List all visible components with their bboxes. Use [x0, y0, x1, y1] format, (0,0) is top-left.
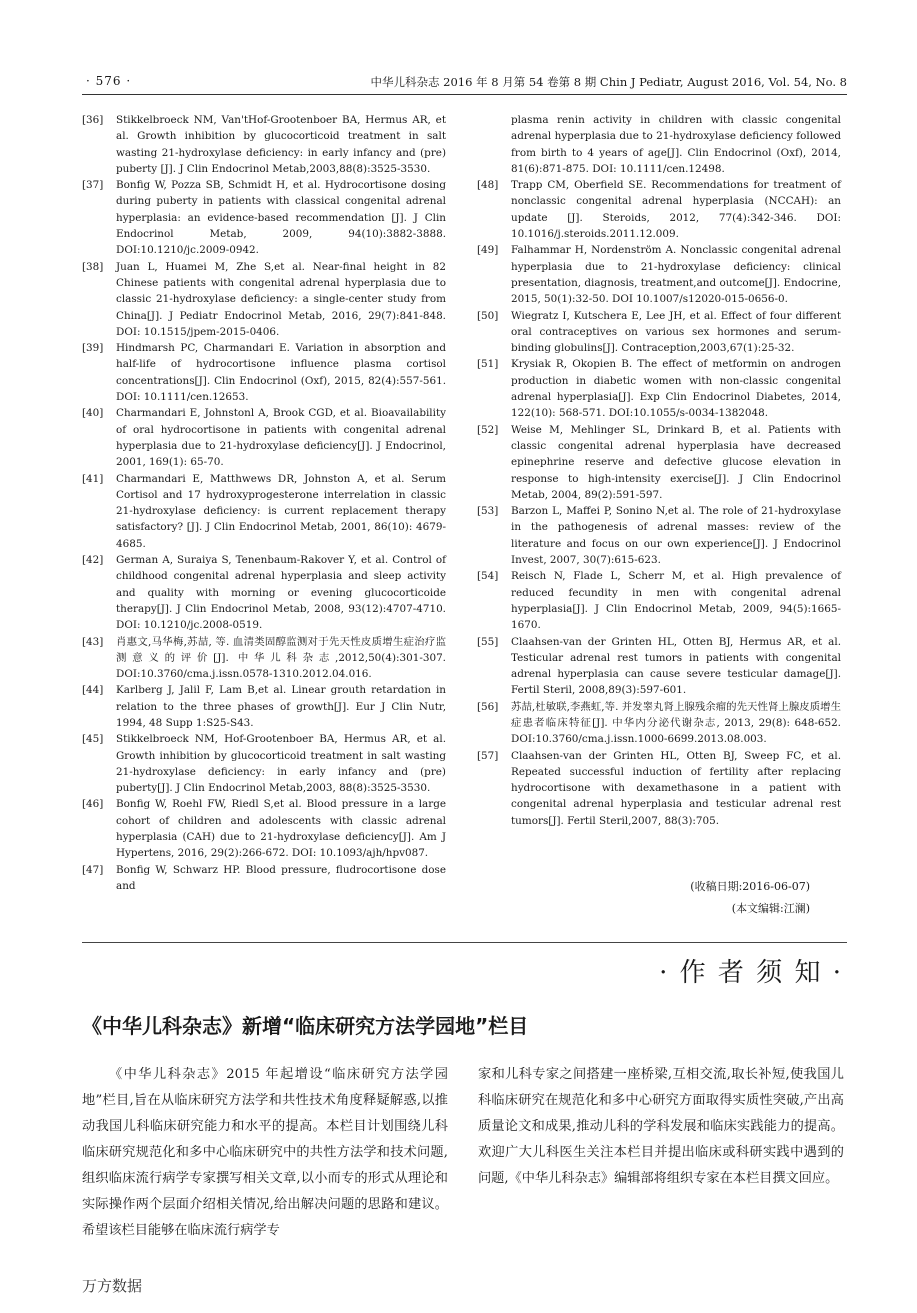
reference-text: Krysiak R, Okopien B. The effect of metformin on androgen production in diabetic women with non-classic congenital adrenal hyperplasia[J]. Exp Clin Endocrinol Diabetes, 2014, 122(10): 568-571. DOI:10.1055/s-0034-1382048.	[511, 358, 841, 420]
reference-item	[477, 112, 841, 177]
reference-number: [48]	[477, 179, 499, 192]
reference-text: Charmandari E, Johnstonl A, Brook CGD, et al. Bioavailability of oral hydrocortisone in patients with congenital adrenal hyperplasia due to 21-hydroxylase deficiency[J]. J Endocrinol, 2001, 169(1): 65-70.	[116, 407, 446, 469]
reference-number: [52]	[477, 423, 499, 436]
reference-number: [44]	[82, 684, 104, 697]
reference-number: [41]	[82, 472, 104, 485]
reference-text: Hindmarsh PC, Charmandari E. Variation in absorption and half-life of hydrocortisone influence plasma cortisol concentrations[J]. Clin Endocrinol (Oxf), 2015, 82(4):557-561. DOI: 10.1111/cen.12653.	[116, 342, 446, 404]
reference-number: [47]	[82, 863, 104, 876]
reference-number: [39]	[82, 342, 104, 355]
reference-number: [37]	[82, 179, 104, 192]
reference-text: Reisch N, Flade L, Scherr M, et al. High prevalence of reduced fecundity in men with congenital adrenal hyperplasia[J]. J Clin Endocrinol Metab, 2009, 94(5):1665-1670.	[511, 570, 841, 632]
reference-text: Falhammar H, Nordenström A. Nonclassic congenital adrenal hyperplasia due to 21-hydroxylase deficiency: clinical presentation, diagnosis, treatment,and outcome[J]. Endocrine, 2015, 50(1):32-50. DOI 10.1007/s12020-015-0656-0.	[511, 244, 841, 306]
reference-item	[477, 308, 841, 357]
reference-number: [42]	[82, 554, 104, 567]
section-divider	[82, 942, 847, 943]
reference-item	[82, 862, 446, 895]
editor-credit: (本文编辑:江澜)	[731, 902, 810, 915]
reference-item	[477, 503, 841, 568]
reference-number: [56]	[477, 700, 499, 713]
reference-number: [38]	[82, 260, 104, 273]
reference-text: 肖惠文,马华梅,苏喆, 等. 血清类固醇监测对于先天性皮质增生症治疗监测意义的评价[J]. 中华儿科杂志,2012,50(4):301-307. DOI:10.3760/cma.j.issn.0578-1310.2012.04.016.	[116, 635, 446, 681]
reference-number: [46]	[82, 798, 104, 811]
reference-item	[82, 177, 446, 258]
reference-item	[477, 634, 841, 699]
header-divider	[82, 94, 847, 95]
reference-item	[82, 682, 446, 731]
notice-title: 《中华儿科杂志》新增“临床研究方法学园地”栏目	[82, 1014, 529, 1038]
reference-item	[82, 340, 446, 405]
reference-text: Barzon L, Maffei P, Sonino N,et al. The role of 21-hydroxylase in the pathogenesis of adrenal masses: review of the literature and focus on our own experience[J]. J Endocrinol Invest, 2007, 30(7):615-623.	[511, 505, 841, 567]
reference-number: [36]	[82, 114, 104, 126]
watermark: 万方数据	[82, 1277, 143, 1295]
notice-body-right: 家和儿科专家之间搭建一座桥梁,互相交流,取长补短,使我国儿科临床研究在规范化和多中心研究方面取得实质性突破,产出高质量论文和成果,推动儿科的学科发展和临床实践能力的提高。欢迎广大儿科医生关注本栏目并提出临床或科研实践中遇到的问题,《中华儿科杂志》编辑部将组织专家在本栏目撰文回应。	[478, 1067, 844, 1186]
reference-item	[82, 471, 446, 552]
reference-text: Claahsen-van der Grinten HL, Otten BJ, Hermus AR, et al. Testicular adrenal rest tumors in patients with congenital adrenal hyperplasia can cause severe testicular damage[J]. Fertil Steril, 2008,89(3):597-601.	[511, 635, 841, 697]
reference-item	[82, 731, 446, 796]
reference-number: [57]	[477, 749, 499, 762]
reference-item	[477, 699, 841, 748]
reference-item	[477, 422, 841, 503]
reference-item	[477, 748, 841, 829]
reference-text: Bonfig W, Roehl FW, Riedl S,et al. Blood pressure in a large cohort of children and adolescents with classic adrenal hyperplasia (CAH) due to 21-hydroxylase deficiency[J]. Am J Hypertens, 2016, 29(2):266-672. DOI: 10.1093/ajh/hpv087.	[116, 798, 446, 860]
reference-text: Juan L, Huamei M, Zhe S,et al. Near-final height in 82 Chinese patients with congenital adrenal hyperplasia due to classic 21-hydroxylase deficiency: a single-center study from China[J]. J Pediatr Endocrinol Metab, 2016, 29(7):841-848. DOI: 10.1515/jpem-2015-0406.	[116, 260, 446, 338]
reference-text: Wiegratz I, Kutschera E, Lee JH, et al. Effect of four different oral contraceptives on various sex hormones and serum-binding globulins[J]. Contraception,2003,67(1):25-32.	[511, 309, 841, 355]
reference-item	[477, 177, 841, 242]
reference-text: Trapp CM, Oberfield SE. Recommendations for treatment of nonclassic congenital adrenal hyperplasia (NCCAH): an update [J]. Steroids, 2012, 77(4):342-346. DOI: 10.1016/j.steroids.2011.12.009.	[511, 179, 841, 241]
reference-number: [50]	[477, 309, 499, 322]
reference-item	[82, 552, 446, 633]
reference-text: Stikkelbroeck NM, Van'tHof-Grootenboer BA, Hermus AR, et al. Growth inhibition by glucocorticoid treatment in salt wasting 21-hydroxylase deficiency: in early infancy and (pre) puberty [J]. J Clin Endocrinol Metab,2003,88(8):3525-3530.	[116, 114, 446, 175]
journal-header: 中华儿科杂志 2016 年 8 月第 54 卷第 8 期 Chin J Pediatr, August 2016, Vol. 54, No. 8	[370, 75, 847, 89]
reference-text: plasma renin activity in children with classic congenital adrenal hyperplasia due to 21-hydroxylase deficiency followed from birth to 4 years of age[J]. Clin Endocrinol (Oxf), 2014, 81(6):871-875. DOI: 10.1111/cen.12498.	[511, 114, 841, 175]
reference-text: Weise M, Mehlinger SL, Drinkard B, et al. Patients with classic congenital adrenal hyperplasia have decreased epinephrine reserve and defective glucose elevation in response to high-intensity exercise[J]. J Clin Endocrinol Metab, 2004, 89(2):591-597.	[511, 423, 841, 501]
reference-item	[82, 259, 446, 340]
reference-item	[477, 568, 841, 633]
page-number: · 576 ·	[86, 74, 132, 88]
reference-item	[82, 634, 446, 683]
reference-text: Charmandari E, Matthwews DR, Johnston A, et al. Serum Cortisol and 17 hydroxyprogesterone interrelation in classic 21-hydroxylase deficiency: is current replacement therapy satisfactory? [J]. J Clin Endocrinol Metab, 2001, 86(10): 4679-4685.	[116, 472, 446, 550]
reference-text: 苏喆,杜敏联,李燕虹,等. 并发睾丸肾上腺残余瘤的先天性肾上腺皮质增生症患者临床特征[J]. 中华内分泌代谢杂志, 2013, 29(8): 648-652. DOI:10.3760/cma.j.issn.1000-6699.2013.08.003.	[511, 700, 841, 746]
reference-text: Bonfig W, Pozza SB, Schmidt H, et al. Hydrocortisone dosing during puberty in patients with classical congenital adrenal hyperplasia: an evidence-based recommendation [J]. J Clin Endocrinol Metab, 2009, 94(10):3882-3888. DOI:10.1210/jc.2009-0942.	[116, 179, 446, 257]
reference-number: [45]	[82, 733, 104, 746]
reference-item	[477, 242, 841, 307]
reference-number: [55]	[477, 635, 499, 648]
section-label: · 作 者 须 知 ·	[659, 958, 843, 988]
reference-item	[82, 112, 446, 177]
reference-number: [51]	[477, 358, 499, 371]
reference-text: Karlberg J, Jalil F, Lam B,et al. Linear grouth retardation in relation to the three phases of growth[J]. Eur J Clin Nutr, 1994, 48 Supp 1:S25-S43.	[116, 684, 446, 729]
references-right-column	[477, 112, 841, 829]
reference-text: Claahsen-van der Grinten HL, Otten BJ, Sweep FC, et al. Repeated successful induction of fertility after replacing hydrocortisone with dexamethasone in a patient with congenital adrenal hyperplasia and testicular adrenal rest tumors[J]. Fertil Steril,2007, 88(3):705.	[511, 749, 841, 827]
notice-body-left: 《中华儿科杂志》2015 年起增设“临床研究方法学园地”栏目,旨在从临床研究方法学和共性技术角度释疑解惑,以推动我国儿科临床研究能力和水平的提高。本栏目计划围绕儿科临床研究规范化和多中心临床研究中的共性方法学和技术问题,组织临床流行病学专家撰写相关文章,以小而专的形式从理论和实际操作两个层面介绍相关情况,给出解决问题的思路和建议。希望该栏目能够在临床流行病学专	[82, 1067, 448, 1238]
reference-text: German A, Suraiya S, Tenenbaum-Rakover Y, et al. Control of childhood congenital adrenal hyperplasia and sleep activity and quality with morning or evening glucocorticoide therapy[J]. J Clin Endocrinol Metab, 2008, 93(12):4707-4710. DOI: 10.1210/jc.2008-0519.	[116, 554, 446, 632]
reference-number: [40]	[82, 407, 104, 420]
received-info	[690, 876, 810, 920]
reference-number: [53]	[477, 505, 499, 518]
reference-number: [49]	[477, 244, 499, 257]
reference-item	[82, 796, 446, 861]
reference-text: Bonfig W, Schwarz HP. Blood pressure, fludrocortisone dose and	[116, 863, 446, 892]
reference-text: Stikkelbroeck NM, Hof-Grootenboer BA, Hermus AR, et al. Growth inhibition by glucocorticoid treatment in salt wasting 21-hydroxylase deficiency: in early infancy and (pre) puberty[J]. J Clin Endocrinol Metab,2003, 88(8):3525-3530.	[116, 733, 446, 795]
reference-item	[477, 356, 841, 421]
received-date: (收稿日期:2016-06-07)	[690, 880, 810, 893]
references-left-column	[82, 112, 446, 894]
reference-item	[82, 405, 446, 470]
reference-number	[477, 112, 511, 177]
reference-number: [54]	[477, 570, 499, 583]
reference-number: [43]	[82, 635, 104, 648]
